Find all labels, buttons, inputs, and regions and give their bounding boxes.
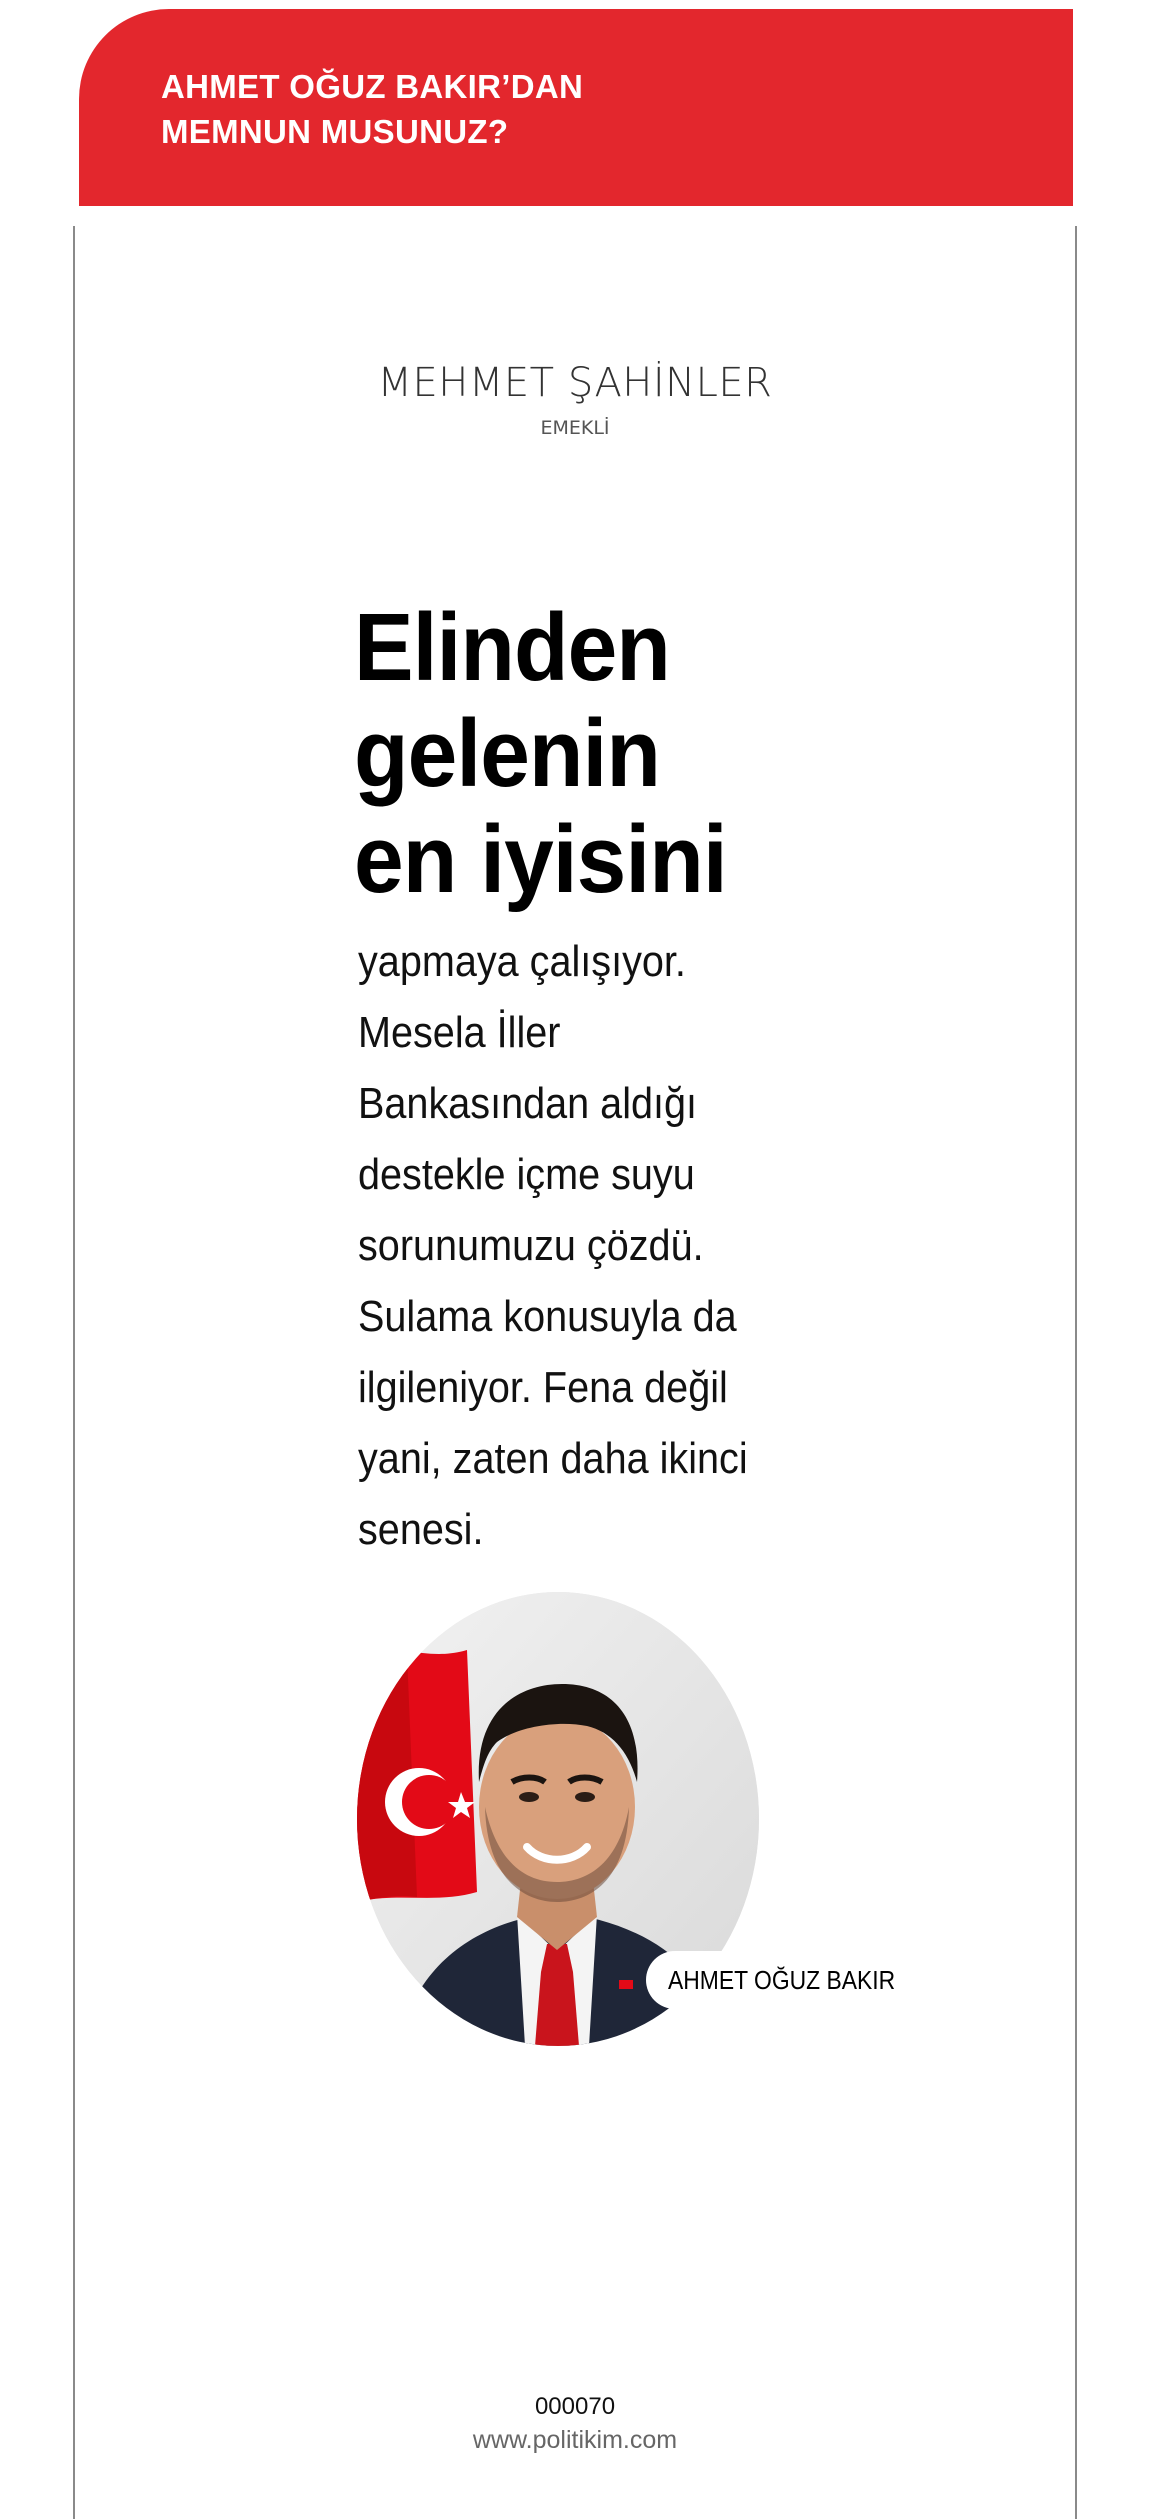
quote-body-line-2: Mesela İller <box>358 1008 561 1057</box>
quote-body-line-5: sorunumuzu çözdü. <box>358 1221 704 1270</box>
footer-website-link[interactable]: www.politikim.com <box>472 2426 678 2454</box>
quote-body <box>358 926 918 1565</box>
portrait-caption <box>646 1951 906 2009</box>
respondent-name: MEHMET ŞAHİNLER <box>377 360 773 406</box>
header-title-line-2: MEMNUN MUSUNUZ? <box>161 113 509 150</box>
footer-code: 000070 <box>534 2393 616 2420</box>
quote-body-line-9: senesi. <box>358 1505 484 1554</box>
header-title-line-1: AHMET OĞUZ BAKIR’DAN <box>161 68 584 105</box>
quote-body-line-4: destekle içme suyu <box>358 1150 695 1199</box>
portrait-caption-text: AHMET OĞUZ BAKIR <box>668 1965 896 1995</box>
quote-body-line-8: yani, zaten daha ikinci <box>358 1434 748 1483</box>
frame-left-border <box>73 226 75 2519</box>
flag-icon <box>357 1649 477 1902</box>
header-banner <box>79 9 1073 206</box>
quote-body-line-7: ilgileniyor. Fena değil <box>358 1363 728 1412</box>
quote-body-line-6: Sulama konusuyla da <box>358 1292 737 1341</box>
quote-body-line-1: yapmaya çalışıyor. <box>358 937 686 986</box>
respondent-occupation: EMEKLİ <box>540 417 610 439</box>
quote-headline-line-1: Elinden <box>354 594 670 701</box>
quote-headline-line-3: en iyisini <box>354 806 727 913</box>
quote-headline <box>354 595 914 913</box>
quote-headline-line-2: gelenin <box>354 700 661 807</box>
quote-body-line-3: Bankasından aldığı <box>358 1079 698 1128</box>
frame-right-border <box>1075 226 1077 2519</box>
